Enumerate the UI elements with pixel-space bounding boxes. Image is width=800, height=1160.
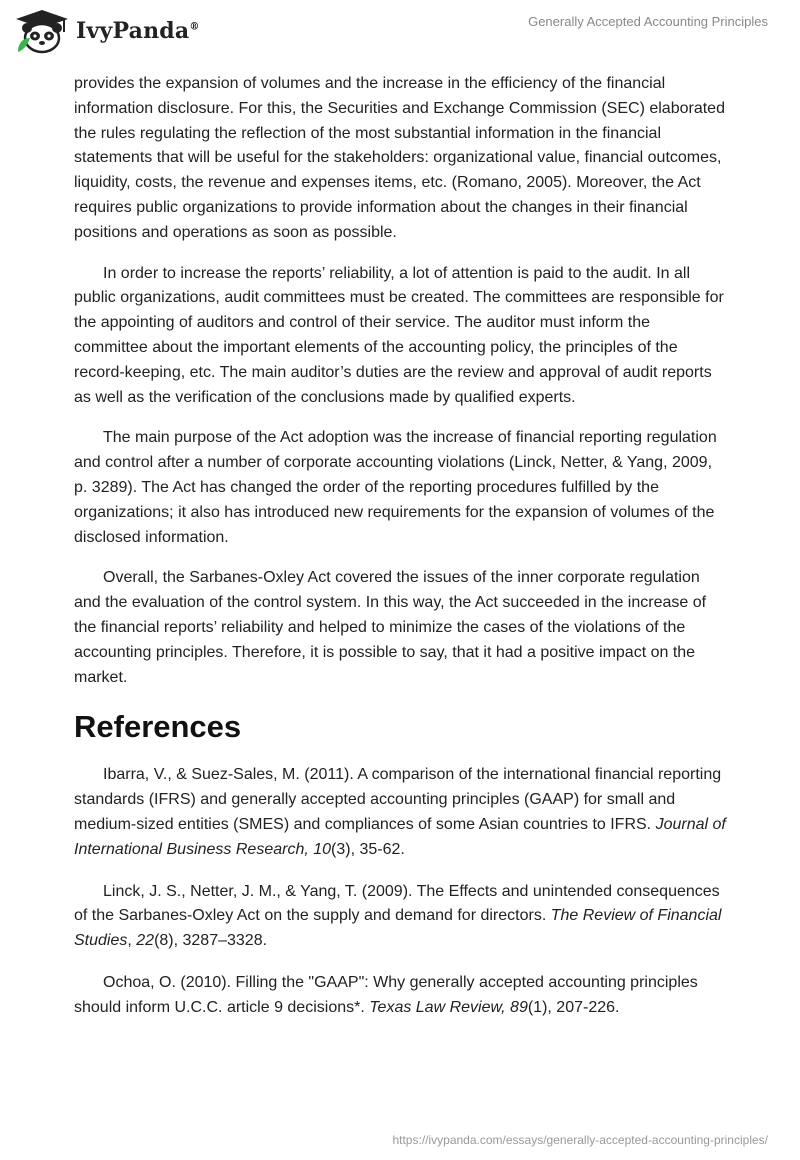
body-paragraph: provides the expansion of volumes and the increase in the efficiency of the financial information disclosure. For this, the Securities and Exchange Commission (SEC) elaborated the rules regulating the reflection of the most substantial information in the financial statements that will be useful for the stakeholders: organizational value, financial outcomes, liquidity, costs, the revenue and expenses items, etc. (Romano, 2005). Moreover, the Act requires public organizations to provide information about the changes in their financial positions and operations as soon as possible. — [74, 75, 725, 241]
ivypanda-logo[interactable] — [14, 8, 200, 54]
panda-graduate-icon — [14, 8, 70, 54]
page-header — [0, 0, 800, 70]
body-paragraph: In order to increase the reports’ reliability, a lot of attention is paid to the audit. In all public organizations, audit committees must be created. The committees are responsible for the appointing of auditors and control of their service. The auditor must inform the committee about the important elements of the accounting policy, the principles of the record-keeping, etc. The main auditor’s duties are the review and approval of audit reports as well as the verification of the conclusions made by qualified experts. — [74, 264, 724, 406]
references-heading: References — [74, 709, 242, 745]
reference-item: Ibarra, V., & Suez-Sales, M. (2011). A comparison of the international financial reporting standards (IFRS) and generally accepted accounting principles (GAAP) for small and medium-sized entities (SMES) and compliances of some Asian countries to IFRS. Journal of International Business Research, 10(3), 35-62. — [74, 766, 726, 858]
document-title: Generally Accepted Accounting Principles — [528, 14, 768, 29]
body-paragraph: Overall, the Sarbanes-Oxley Act covered the issues of the inner corporate regulation and the evaluation of the control system. In this way, the Act succeeded in the increase of the financial reports’ reliability and helped to minimize the cases of the violations of the accounting principles. Therefore, it is possible to say, that it had a positive impact on the market. — [74, 569, 707, 686]
body-paragraph: The main purpose of the Act adoption was the increase of financial reporting regulation and control after a number of corporate accounting violations (Linck, Netter, & Yang, 2009, p. 3289). The Act has changed the order of the reporting procedures fulfilled by the organizations; it also has introduced new requirements for the expansion of volumes of the disclosed information. — [74, 429, 717, 546]
brand-name: IvyPanda® — [76, 18, 200, 44]
essay-content — [74, 72, 728, 1038]
source-url[interactable]: https://ivypanda.com/essays/generally-accepted-accounting-principles/ — [392, 1133, 768, 1147]
reference-item: Linck, J. S., Netter, J. M., & Yang, T. (2009). The Effects and unintended consequences of the Sarbanes-Oxley Act on the supply and demand for directors. The Review of Financial Studies, 22(8), 3287–3328. — [74, 882, 722, 950]
reference-item: Ochoa, O. (2010). Filling the "GAAP": Why generally accepted accounting principles should inform U.C.C. article 9 decisions*. Texas Law Review, 89(1), 207-226. — [74, 973, 698, 1016]
